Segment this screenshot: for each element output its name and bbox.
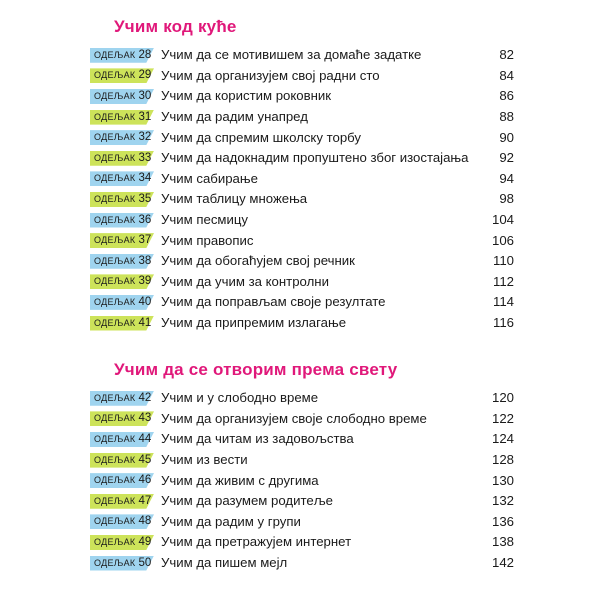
toc-entry[interactable] <box>90 491 520 512</box>
section-tag-badge <box>90 494 160 509</box>
toc-entry[interactable] <box>90 189 520 210</box>
entry-title: Учим да живим с другима <box>161 472 319 488</box>
entry-title: Учим из вести <box>161 452 248 468</box>
toc-entry[interactable] <box>90 210 520 231</box>
entry-title: Учим да надокнадим пропуштено због изостајања <box>161 150 469 166</box>
section-tag-badge <box>90 535 160 550</box>
toc-entry[interactable] <box>90 230 520 251</box>
tag-number: 31 <box>138 110 152 123</box>
section-tag-badge <box>90 110 160 125</box>
entry-page-number: 88 <box>499 109 514 125</box>
toc-entry[interactable] <box>90 148 520 169</box>
entry-title: Учим да се мотивишем за домаће задатке <box>161 47 422 63</box>
entry-page-number: 114 <box>492 294 514 310</box>
tag-number: 42 <box>138 391 152 404</box>
section-tag-badge <box>90 89 160 104</box>
section-tag-badge <box>90 316 160 331</box>
section-heading: Учим да се отворим према свету <box>114 360 398 379</box>
tag-number: 37 <box>138 234 152 247</box>
section-tag-badge <box>90 556 160 571</box>
toc-entry[interactable] <box>90 272 520 293</box>
toc-entry[interactable] <box>90 292 520 313</box>
section-tag-badge <box>90 68 160 83</box>
tag-label: ОДЕЉАК <box>94 276 136 287</box>
section-tag-badge <box>90 151 160 166</box>
tag-number: 30 <box>138 89 152 102</box>
section-tag-badge <box>90 514 160 529</box>
section-tag-badge <box>90 48 160 63</box>
tag-number: 38 <box>138 254 152 267</box>
entry-page-number: 86 <box>499 88 514 104</box>
tag-number: 33 <box>138 151 152 164</box>
entry-title: Учим да поправљам своје резултате <box>161 294 386 310</box>
tag-label: ОДЕЉАК <box>94 392 136 403</box>
tag-label: ОДЕЉАК <box>94 516 136 527</box>
entry-page-number: 128 <box>491 452 514 468</box>
section-tag-badge <box>90 192 160 207</box>
tag-number: 47 <box>138 494 152 507</box>
entry-title: Учим да читам из задовољства <box>161 431 354 447</box>
entry-title: Учим песмицу <box>161 212 248 228</box>
tag-number: 34 <box>138 172 152 185</box>
toc-list <box>90 388 520 573</box>
tag-number: 48 <box>138 515 152 528</box>
entry-page-number: 130 <box>491 472 514 488</box>
entry-title: Учим да пишем мејл <box>161 555 288 571</box>
tag-number: 29 <box>138 69 152 82</box>
tag-label: ОДЕЉАК <box>94 111 136 122</box>
toc-section-home-learning <box>90 15 520 333</box>
tag-number: 45 <box>138 453 152 466</box>
toc-entry[interactable] <box>90 251 520 272</box>
entry-title: Учим правопис <box>161 232 254 248</box>
tag-label: ОДЕЉАК <box>94 214 136 225</box>
toc-section-open-to-world <box>90 358 520 573</box>
toc-entry[interactable] <box>90 450 520 471</box>
entry-page-number: 104 <box>491 212 514 228</box>
entry-page-number: 90 <box>499 129 514 145</box>
section-tag-badge <box>90 254 160 269</box>
entry-title: Учим да користим роковник <box>161 88 332 104</box>
entry-page-number: 138 <box>491 534 514 550</box>
tag-label: ОДЕЉАК <box>94 454 136 465</box>
tag-label: ОДЕЉАК <box>94 90 136 101</box>
entry-title: Учим да организујем свој радни сто <box>161 67 380 83</box>
tag-label: ОДЕЉАК <box>94 173 136 184</box>
entry-page-number: 142 <box>491 555 514 571</box>
toc-entry[interactable] <box>90 409 520 430</box>
tag-number: 40 <box>138 295 152 308</box>
tag-label: ОДЕЉАК <box>94 152 136 163</box>
toc-entry[interactable] <box>90 429 520 450</box>
section-tag-badge <box>90 171 160 186</box>
entry-title: Учим да радим у групи <box>161 513 301 529</box>
toc-entry[interactable] <box>90 388 520 409</box>
toc-entry[interactable] <box>90 470 520 491</box>
tag-number: 35 <box>138 192 152 205</box>
toc-list <box>90 45 520 333</box>
entry-page-number: 122 <box>491 410 514 426</box>
section-tag-badge <box>90 453 160 468</box>
toc-entry[interactable] <box>90 313 520 334</box>
tag-label: ОДЕЉАК <box>94 475 136 486</box>
entry-title: Учим да спремим школску торбу <box>161 129 362 145</box>
entry-page-number: 120 <box>491 390 514 406</box>
entry-title: Учим да припремим излагање <box>161 315 347 331</box>
toc-entry[interactable] <box>90 127 520 148</box>
entry-page-number: 106 <box>491 232 514 248</box>
section-heading: Учим код куће <box>114 17 237 36</box>
tag-label: ОДЕЉАК <box>94 296 136 307</box>
tag-number: 46 <box>138 474 152 487</box>
section-tag-badge <box>90 130 160 145</box>
toc-entry[interactable] <box>90 86 520 107</box>
entry-page-number: 110 <box>492 253 514 269</box>
entry-page-number: 84 <box>499 67 514 83</box>
entry-page-number: 136 <box>491 513 514 529</box>
section-tag-badge <box>90 411 160 426</box>
entry-title: Учим да разумем родитеље <box>161 493 333 509</box>
section-tag-badge <box>90 432 160 447</box>
toc-entry[interactable] <box>90 532 520 553</box>
tag-number: 41 <box>138 316 152 329</box>
entry-title: Учим таблицу множења <box>161 191 308 207</box>
section-tag-badge <box>90 391 160 406</box>
tag-label: ОДЕЉАК <box>94 433 136 444</box>
section-tag-badge <box>90 233 160 248</box>
entry-title: Учим да радим унапред <box>161 109 308 125</box>
entry-title: Учим да организујем своје слободно време <box>161 410 427 426</box>
entry-page-number: 132 <box>491 493 514 509</box>
tag-label: ОДЕЉАК <box>94 413 136 424</box>
tag-label: ОДЕЉАК <box>94 193 136 204</box>
tag-number: 44 <box>138 432 152 445</box>
entry-title: Учим сабирање <box>161 170 258 186</box>
tag-number: 49 <box>138 535 152 548</box>
toc-entry[interactable] <box>90 169 520 190</box>
toc-entry[interactable] <box>90 45 520 66</box>
entry-title: Учим и у слободно време <box>161 390 319 406</box>
entry-page-number: 92 <box>499 150 514 166</box>
section-tag-badge <box>90 213 160 228</box>
section-tag-badge <box>90 274 160 289</box>
toc-entry[interactable] <box>90 66 520 87</box>
tag-number: 43 <box>138 412 152 425</box>
entry-title: Учим да обогаћујем свој речник <box>161 253 355 269</box>
entry-title: Учим да учим за контролни <box>161 273 329 289</box>
entry-title: Учим да претражујем интернет <box>161 534 352 550</box>
tag-number: 36 <box>138 213 152 226</box>
entry-page-number: 82 <box>499 47 514 63</box>
entry-page-number: 98 <box>499 191 514 207</box>
tag-number: 50 <box>138 556 152 569</box>
tag-label: ОДЕЉАК <box>94 49 136 60</box>
entry-page-number: 94 <box>499 170 514 186</box>
entry-page-number: 112 <box>492 273 514 289</box>
tag-label: ОДЕЉАК <box>94 495 136 506</box>
tag-label: ОДЕЉАК <box>94 235 136 246</box>
tag-label: ОДЕЉАК <box>94 557 136 568</box>
section-tag-badge <box>90 473 160 488</box>
tag-label: ОДЕЉАК <box>94 255 136 266</box>
tag-number: 28 <box>138 48 152 61</box>
tag-number: 39 <box>138 275 152 288</box>
toc-entry[interactable] <box>90 553 520 574</box>
tag-number: 32 <box>138 131 152 144</box>
entry-page-number: 116 <box>492 315 514 331</box>
tag-label: ОДЕЉАК <box>94 317 136 328</box>
tag-label: ОДЕЉАК <box>94 536 136 547</box>
entry-page-number: 124 <box>491 431 514 447</box>
tag-label: ОДЕЉАК <box>94 70 136 81</box>
tag-label: ОДЕЉАК <box>94 132 136 143</box>
toc-entry[interactable] <box>90 107 520 128</box>
toc-entry[interactable] <box>90 512 520 533</box>
section-tag-badge <box>90 295 160 310</box>
